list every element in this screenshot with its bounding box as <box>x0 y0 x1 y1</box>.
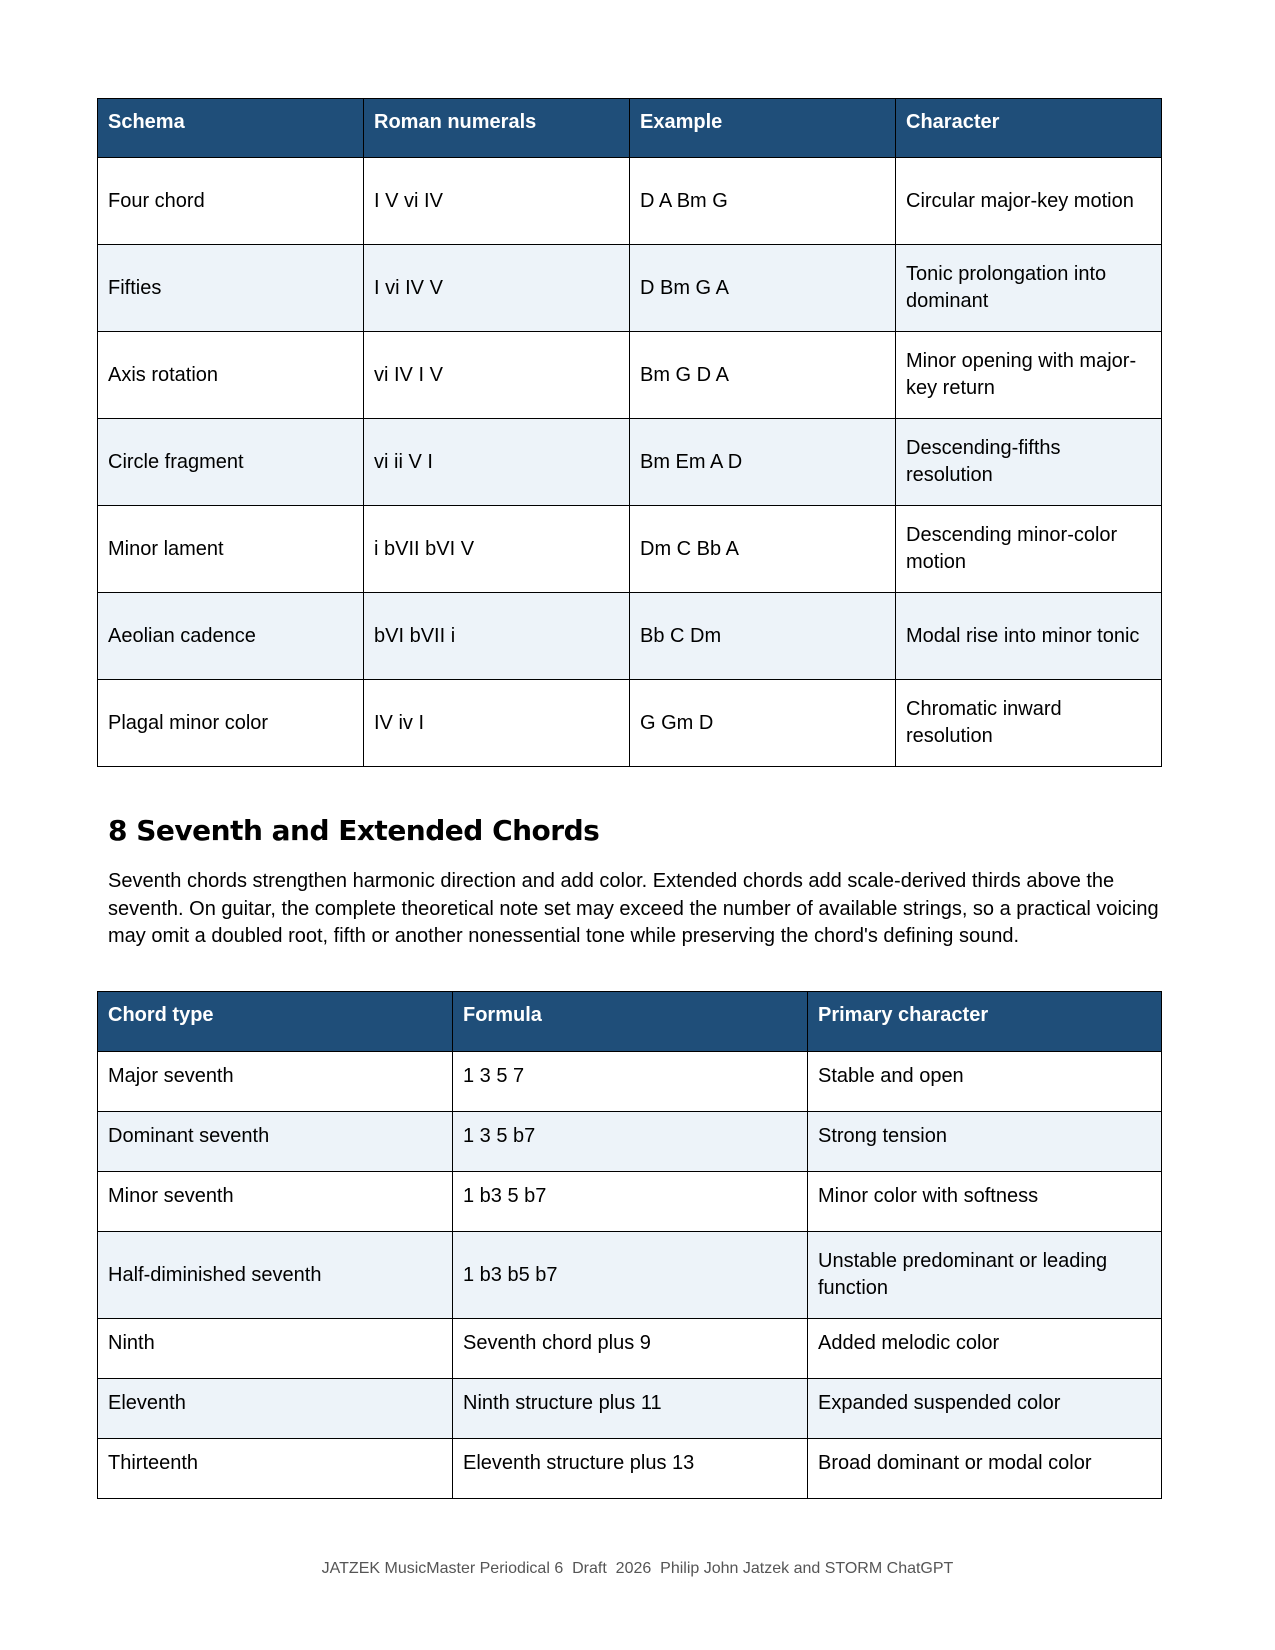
table-row <box>98 158 1162 245</box>
column-header: Example <box>630 99 896 158</box>
table-cell: Aeolian cadence <box>98 593 364 680</box>
table-cell: vi IV I V <box>364 332 630 419</box>
table-cell: Unstable predominant or leading function <box>808 1232 1162 1319</box>
table-cell: G Gm D <box>630 680 896 767</box>
table-cell: Ninth structure plus 11 <box>453 1379 808 1439</box>
table-cell: Descending-fifths resolution <box>896 419 1162 506</box>
table-cell: Bb C Dm <box>630 593 896 680</box>
table-cell: 1 b3 b5 b7 <box>453 1232 808 1319</box>
table-cell: Strong tension <box>808 1112 1162 1172</box>
table-cell: Expanded suspended color <box>808 1379 1162 1439</box>
table-cell: Fifties <box>98 245 364 332</box>
table-cell: Dominant seventh <box>98 1112 453 1172</box>
table-cell: 1 b3 5 b7 <box>453 1172 808 1232</box>
table-cell: Thirteenth <box>98 1439 453 1499</box>
table-cell: Half-diminished seventh <box>98 1232 453 1319</box>
table-row <box>98 1052 1162 1112</box>
table-row <box>98 332 1162 419</box>
table-cell: Dm C Bb A <box>630 506 896 593</box>
column-header: Primary character <box>808 992 1162 1052</box>
table-row <box>98 1319 1162 1379</box>
table-cell: Minor seventh <box>98 1172 453 1232</box>
table-cell: Major seventh <box>98 1052 453 1112</box>
table-cell: Bm G D A <box>630 332 896 419</box>
table-cell: Four chord <box>98 158 364 245</box>
table-cell: I vi IV V <box>364 245 630 332</box>
table-cell: Axis rotation <box>98 332 364 419</box>
table-cell: Added melodic color <box>808 1319 1162 1379</box>
column-header: Schema <box>98 99 364 158</box>
column-header: Roman numerals <box>364 99 630 158</box>
section-paragraph: Seventh chords strengthen harmonic direction and add color. Extended chords add scale-derived thirds above the seventh. On guitar, the complete theoretical note set may exceed the number of available strings, so a practical voicing may omit a doubled root, fifth or another nonessential tone while preserving the chord's defining sound. <box>108 870 1159 947</box>
table-row <box>98 419 1162 506</box>
table-row <box>98 680 1162 767</box>
table-cell: i bVII bVI V <box>364 506 630 593</box>
table-cell: Eleventh <box>98 1379 453 1439</box>
table-row <box>98 1232 1162 1319</box>
table-row <box>98 245 1162 332</box>
table-row <box>98 1112 1162 1172</box>
page-footer: JATZEK MusicMaster Periodical 6 Draft 2026 Philip John Jatzek and STORM ChatGPT <box>321 1560 954 1577</box>
table-cell: Seventh chord plus 9 <box>453 1319 808 1379</box>
progression-schema-table <box>97 98 1162 767</box>
table-row <box>98 1439 1162 1499</box>
table-cell: Modal rise into minor tonic <box>896 593 1162 680</box>
table-cell: Circle fragment <box>98 419 364 506</box>
chord-type-table <box>97 991 1162 1499</box>
table-row <box>98 506 1162 593</box>
table-cell: bVI bVII i <box>364 593 630 680</box>
column-header: Character <box>896 99 1162 158</box>
table-cell: D Bm G A <box>630 245 896 332</box>
table-cell: vi ii V I <box>364 419 630 506</box>
table-row <box>98 593 1162 680</box>
table-cell: Eleventh structure plus 13 <box>453 1439 808 1499</box>
column-header: Chord type <box>98 992 453 1052</box>
table-cell: Minor opening with major-key return <box>896 332 1162 419</box>
table-cell: Ninth <box>98 1319 453 1379</box>
table-header-row <box>98 992 1162 1052</box>
table-cell: Stable and open <box>808 1052 1162 1112</box>
table-cell: Descending minor-color motion <box>896 506 1162 593</box>
table-cell: D A Bm G <box>630 158 896 245</box>
table-row <box>98 1172 1162 1232</box>
table-cell: I V vi IV <box>364 158 630 245</box>
table-cell: 1 3 5 7 <box>453 1052 808 1112</box>
table-row <box>98 1379 1162 1439</box>
section-heading: 8 Seventh and Extended Chords <box>108 814 600 847</box>
table-header-row <box>98 99 1162 158</box>
table-cell: 1 3 5 b7 <box>453 1112 808 1172</box>
table-cell: Chromatic inward resolution <box>896 680 1162 767</box>
table-cell: IV iv I <box>364 680 630 767</box>
column-header: Formula <box>453 992 808 1052</box>
table-cell: Minor color with softness <box>808 1172 1162 1232</box>
table-cell: Minor lament <box>98 506 364 593</box>
table-cell: Circular major-key motion <box>896 158 1162 245</box>
table-cell: Broad dominant or modal color <box>808 1439 1162 1499</box>
table-cell: Tonic prolongation into dominant <box>896 245 1162 332</box>
table-cell: Bm Em A D <box>630 419 896 506</box>
table-cell: Plagal minor color <box>98 680 364 767</box>
